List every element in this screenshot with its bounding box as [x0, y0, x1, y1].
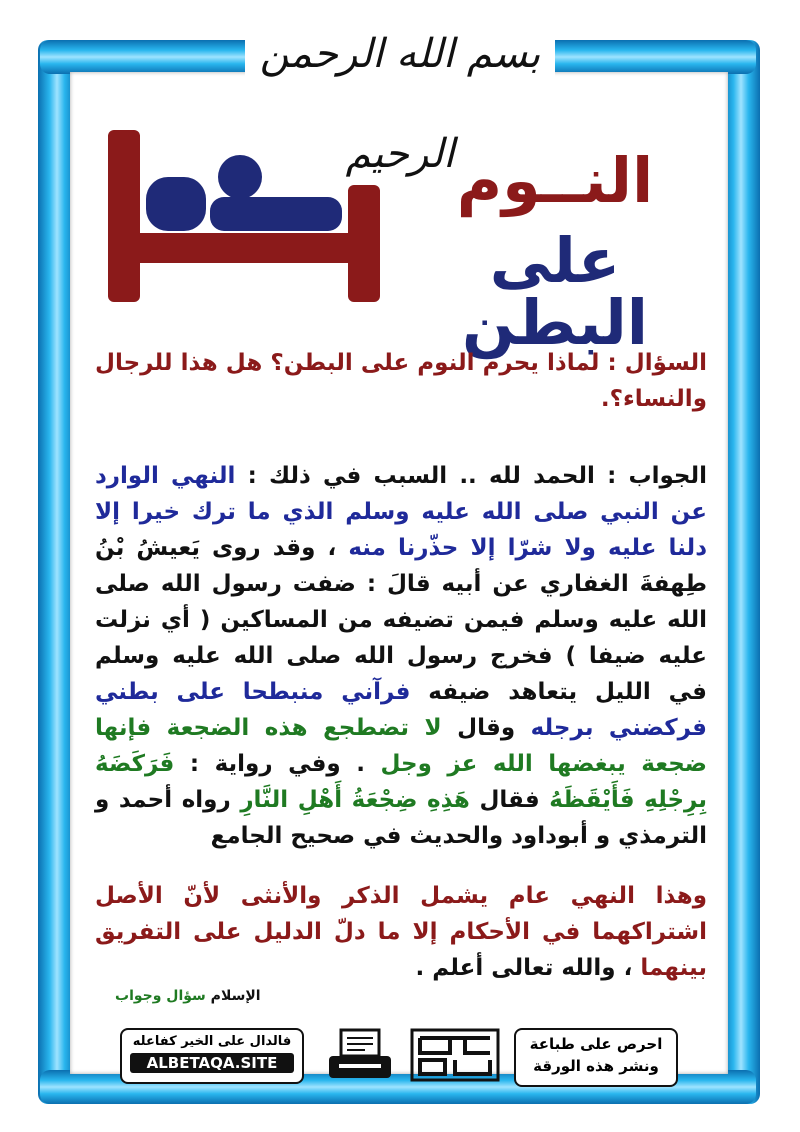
answer-intro: الجواب : الحمد لله .. السبب في ذلك : — [235, 463, 707, 489]
footer-print-line2: ونشر هذه الورقة — [533, 1057, 659, 1075]
basmala-calligraphy: بسم الله الرحمن الرحيم — [245, 4, 555, 104]
printer-icon — [325, 1028, 395, 1082]
title-line-2: على البطن — [461, 224, 649, 359]
question-text: السؤال : لماذا يحرم النوم على البطن؟ هل هذا للرجال والنساء؟. — [95, 350, 707, 412]
answer-prophet-text: النهي الوارد عن النبي صلى الله عليه وسلم الذي ما ترك خيرا إلا دلنا عليه ولا شرّا إلا حذّرنا منه — [95, 463, 707, 561]
conclusion-text: وهذا النهي عام يشمل الذكر والأنثى لأنّ الأصل اشتراكهما في الأحكام إلا ما دلّ الدليل على التفريق بينهما — [95, 883, 707, 981]
answer-narration: ، وقد روى يَعيشُ بْنُ طِهفةَ الغفاري عن أبيه قالَ : ضفت رسول الله صلى الله عليه وسلم فيمن تضيفه من المساكين ( أي نزلت عليه ضيفا ) فخرج رسول الله صلى الله عليه وسلم في الليل يتعاهد ضيفه — [95, 535, 707, 705]
answer-narration-highlight: فرآني منبطحا على بطني فركضني برجله — [95, 679, 707, 741]
footer — [120, 1028, 678, 1084]
source-credit — [115, 988, 261, 1004]
source-prefix: الإسلام — [205, 988, 261, 1004]
conclusion-ending: ، والله تعالى أعلم . — [415, 955, 641, 981]
source-name: سؤال وجواب — [115, 988, 206, 1004]
bed-icon — [108, 125, 384, 307]
answer-riwaya: . وفي رواية : — [174, 751, 381, 777]
conclusion-paragraph — [95, 878, 707, 986]
answer-reference: رواه أحمد و الترمذي و أبوداود والحديث في صحيح الجامع — [95, 787, 707, 849]
footer-motto: فالدال على الخير كفاعله — [132, 1034, 292, 1049]
answer-faqal: فقال — [469, 787, 550, 813]
footer-site-box — [120, 1028, 304, 1084]
hadith-quote-3: هَذِهِ ضِجْعَةُ أَهْلِ النَّارِ — [240, 787, 470, 813]
answer-said: وقال — [441, 715, 531, 741]
footer-print-note — [514, 1028, 678, 1087]
footer-site-link[interactable]: ALBETAQA.SITE — [130, 1053, 294, 1073]
dawa-logo-icon — [410, 1028, 500, 1082]
footer-print-line1: احرص على طباعة — [529, 1035, 663, 1053]
hadith-quote-2: فَرَكَضَهُ بِرِجْلِهِ فَأَيْقَظَهُ — [95, 751, 707, 813]
title-line-1: النــوم — [456, 144, 654, 217]
answer-paragraph — [95, 458, 707, 854]
question-paragraph — [95, 345, 707, 417]
hadith-quote-1: لا تضطجع هذه الضجعة فإنها ضجعة يبغضها الله عز وجل — [95, 715, 707, 777]
